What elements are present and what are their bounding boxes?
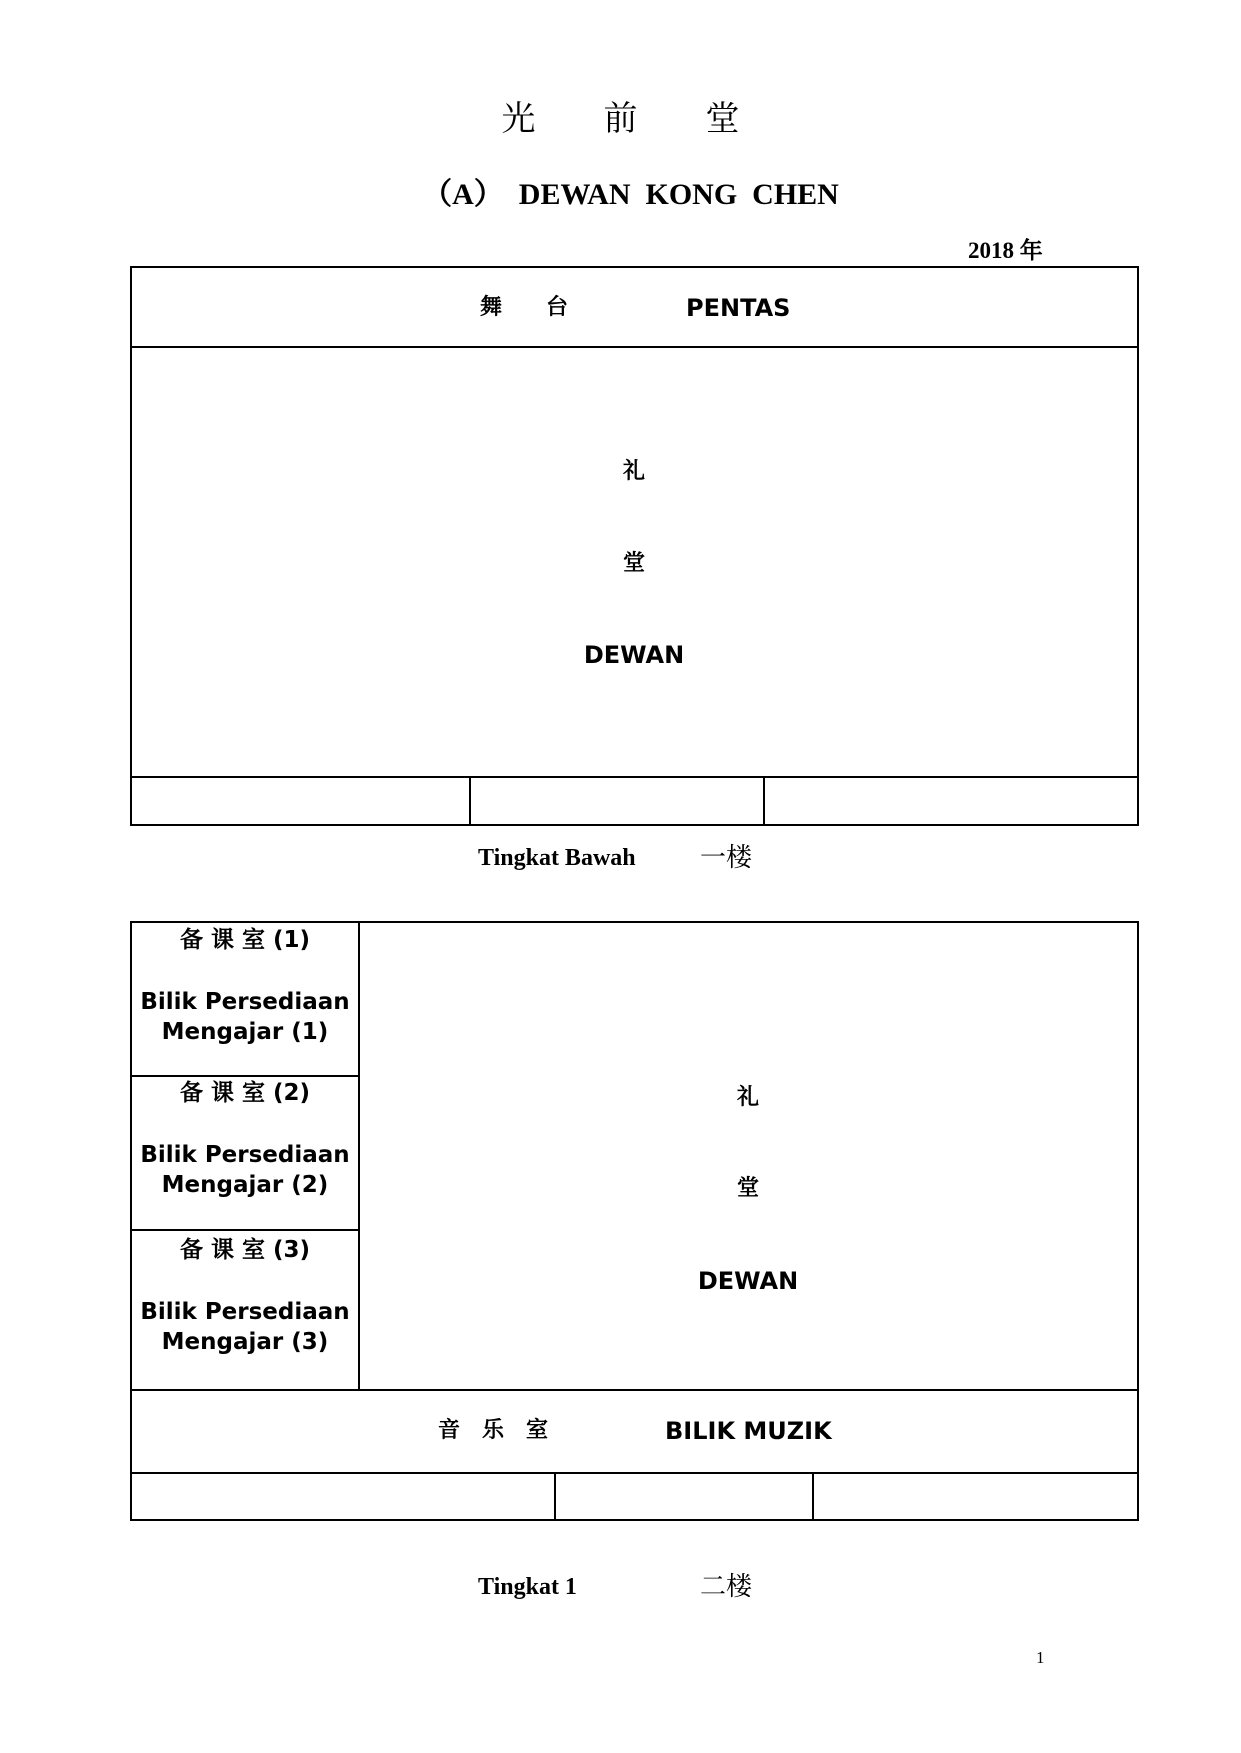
room-2-label-english-line-1: Bilik Persediaan bbox=[140, 1142, 350, 1168]
bottom-cell-divider-2 bbox=[763, 776, 765, 826]
hall-label-chinese-2: 堂 bbox=[622, 551, 645, 576]
rooms-column-divider bbox=[358, 921, 360, 1390]
bottom-cell-divider-4 bbox=[812, 1472, 814, 1521]
year-label: 2018 年 bbox=[968, 238, 1043, 263]
ground-floor-caption-chinese: 一楼 bbox=[700, 843, 753, 872]
page-title-chinese: 光 前 堂 bbox=[501, 101, 740, 138]
bottom-cell-divider-1 bbox=[469, 776, 471, 826]
hall-2-label-chinese-1: 礼 bbox=[736, 1085, 759, 1110]
page-number: 1 bbox=[1036, 1648, 1045, 1667]
bottom-row-divider bbox=[130, 776, 1139, 778]
music-room-label-english: BILIK MUZIK bbox=[665, 1417, 832, 1445]
room-1-label-english-line-1: Bilik Persediaan bbox=[140, 989, 350, 1015]
bottom-row-divider-2 bbox=[130, 1472, 1139, 1474]
stage-divider bbox=[130, 346, 1139, 348]
room-divider-2 bbox=[130, 1229, 359, 1231]
hall-2-label-english: DEWAN bbox=[697, 1267, 799, 1295]
stage-label-chinese: 舞 台 bbox=[480, 295, 569, 320]
room-divider-1 bbox=[130, 1075, 359, 1077]
room-3-label-chinese: 备 课 室 (3) bbox=[179, 1237, 311, 1263]
page-title-english: （A） DEWAN KONG CHEN bbox=[422, 178, 839, 211]
hall-2-label-chinese-2: 堂 bbox=[736, 1176, 759, 1201]
music-room-label-chinese: 音 乐 室 bbox=[438, 1418, 549, 1443]
ground-floor-caption-english: Tingkat Bawah bbox=[478, 845, 636, 871]
room-1-label-chinese: 备 课 室 (1) bbox=[179, 927, 311, 953]
ground-floor-plan bbox=[130, 266, 1139, 826]
bottom-cell-divider-3 bbox=[554, 1472, 556, 1521]
room-1-label-english-line-2: Mengajar (1) bbox=[161, 1019, 329, 1045]
room-3-label-english-line-2: Mengajar (3) bbox=[161, 1329, 329, 1355]
room-3-label-english-line-1: Bilik Persediaan bbox=[140, 1299, 350, 1325]
room-2-label-chinese: 备 课 室 (2) bbox=[179, 1080, 311, 1106]
music-room-top-divider bbox=[130, 1389, 1139, 1391]
hall-label-english: DEWAN bbox=[583, 641, 685, 669]
hall-label-chinese-1: 礼 bbox=[622, 459, 645, 484]
first-floor-caption-english: Tingkat 1 bbox=[478, 1574, 577, 1600]
room-2-label-english-line-2: Mengajar (2) bbox=[161, 1172, 329, 1198]
first-floor-caption-chinese: 二楼 bbox=[700, 1572, 753, 1601]
stage-label-english: PENTAS bbox=[686, 294, 791, 322]
